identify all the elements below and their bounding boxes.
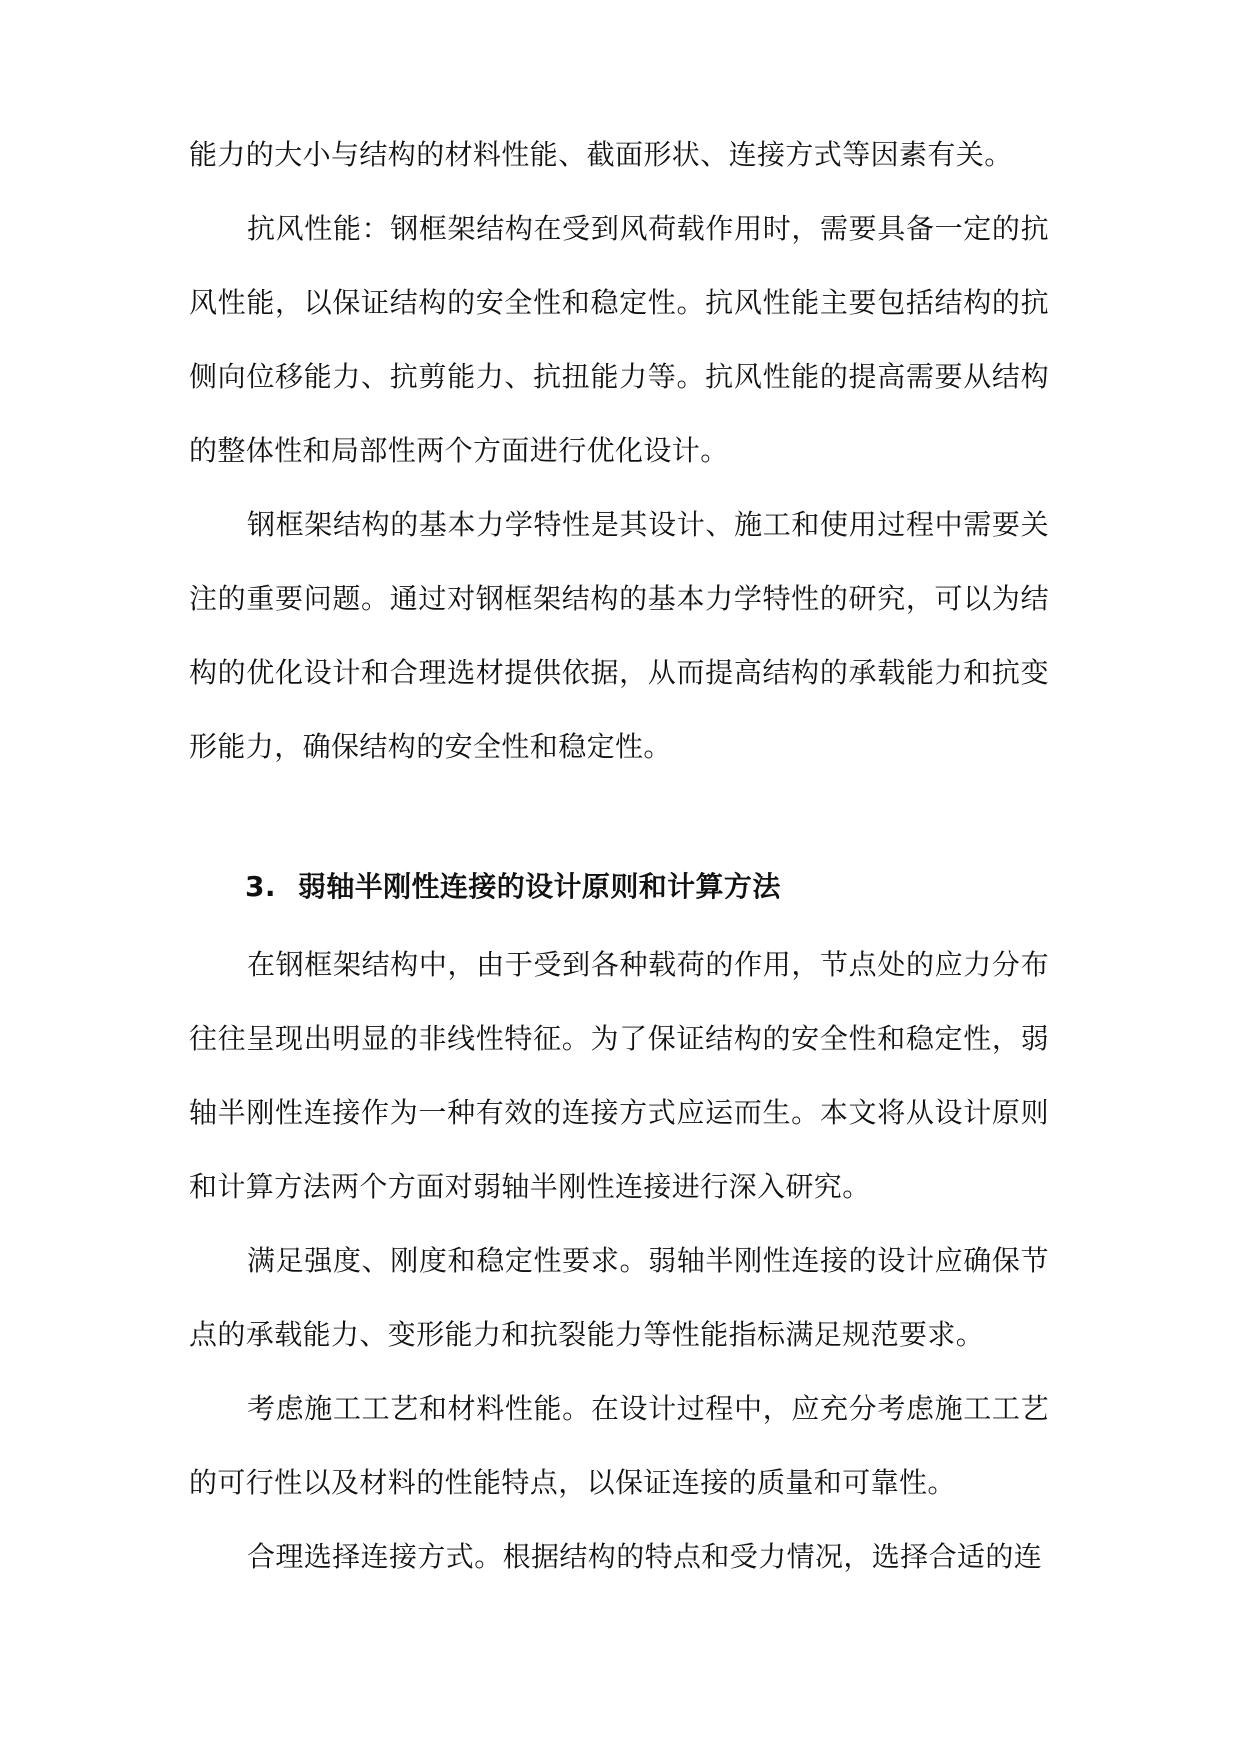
- body-text-bottom: [189, 928, 1049, 1594]
- paragraph: 钢框架结构的基本力学特性是其设计、施工和使用过程中需要关注的重要问题。通过对钢框架结构的基本力学特性的研究，可以为结构的优化设计和合理选材提供依据，从而提高结构的承载能力和抗变形能力，确保结构的安全性和稳定性。: [189, 508, 1049, 763]
- paragraph: 能力的大小与结构的材料性能、截面形状、连接方式等因素有关。: [189, 138, 1013, 171]
- paragraph: 满足强度、刚度和稳定性要求。弱轴半刚性连接的设计应确保节点的承载能力、变形能力和抗裂能力等性能指标满足规范要求。: [189, 1244, 1049, 1351]
- paragraph: 抗风性能：钢框架结构在受到风荷载作用时，需要具备一定的抗风性能，以保证结构的安全性和稳定性。抗风性能主要包括结构的抗侧向位移能力、抗剪能力、抗扭能力等。抗风性能的提高需要从结构的整体性和局部性两个方面进行优化设计。: [189, 212, 1049, 467]
- section-heading: [245, 850, 781, 924]
- paragraph: 合理选择连接方式。根据结构的特点和受力情况，选择合适的连: [247, 1540, 1043, 1573]
- paragraph: 在钢框架结构中，由于受到各种载荷的作用，节点处的应力分布往往呈现出明显的非线性特征。为了保证结构的安全性和稳定性，弱轴半刚性连接作为一种有效的连接方式应运而生。本文将从设计原则和计算方法两个方面对弱轴半刚性连接进行深入研究。: [189, 948, 1049, 1203]
- section-number: 3.: [245, 870, 276, 903]
- section-title: 弱轴半刚性连接的设计原则和计算方法: [297, 870, 781, 903]
- body-text-top: [189, 118, 1049, 784]
- paragraph: 考虑施工工艺和材料性能。在设计过程中，应充分考虑施工工艺的可行性以及材料的性能特点，以保证连接的质量和可靠性。: [189, 1392, 1049, 1499]
